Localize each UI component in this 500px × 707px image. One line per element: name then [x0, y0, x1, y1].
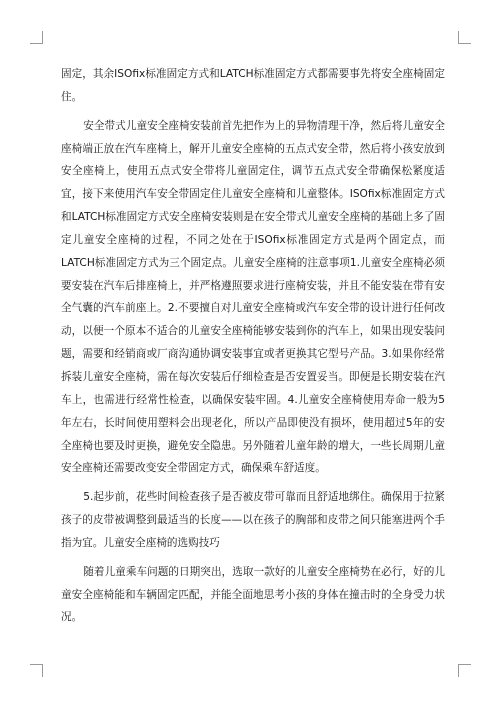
- crop-mark-bottom-right: [458, 664, 471, 677]
- crop-mark-top-left: [30, 31, 43, 44]
- crop-mark-bottom-left: [30, 664, 43, 677]
- crop-mark-top-right: [458, 31, 471, 44]
- body-text: [61, 63, 445, 629]
- paragraph-buying-tips: 随着儿童乘车问题的日期突出，选取一款好的儿童安全座椅势在必行，好的儿童安全座椅能和车辆固定匹配，并能全面地思考小孩的身体在撞击时的全身受力状况。: [61, 565, 445, 624]
- paragraph-continuation: 固定，其余ISOfix标准固定方式和LATCH标准固定方式都需要事先将安全座椅固定住。: [61, 68, 445, 103]
- paragraph-pre-drive-check: 5.起步前，花些时间检查孩子是否被皮带可靠而且舒适地绑住。确保用于拉紧孩子的皮带被调整到最适当的长度——以在孩子的胸部和皮带之间只能塞进两个手指为宜。儿童安全座椅的选购技巧: [61, 491, 445, 549]
- paragraph-installation-and-notes: 安全带式儿童安全座椅安装前首先把作为上的异物清理干净，然后将儿童安全座椅端正放在汽车座椅上，解开儿童安全座椅的五点式安全带，然后将小孩安放到安全座椅上，使用五点式安全带将儿童固定住，调节五点式安全带确保松紧度适宜，接下来使用汽车安全带固定住儿童安全座椅和儿童整体。ISOfix标准固定方式和LATCH标准固定方式安全座椅安装则是在安全带式儿童安全座椅的基础上多了固定儿童安全座椅的过程，不同之处在于ISOfix标准固定方式是两个固定点，而LATCH标准固定方式为三个固定点。儿童安全座椅的注意事项1.儿童安全座椅必须要安装在汽车后排座椅上，并严格遵照要求进行座椅安装，并且不能安装在带有安全气囊的汽车前座上。2.不要擅自对儿童安全座椅或汽车安全带的设计进行任何改动，以便一个原本不适合的儿童安全座椅能够安装到你的汽车上，如果出现安装问题，需要和经销商或厂商沟通协调安装事宜或者更换其它型号产品。3.如果你经常拆装儿童安全座椅，需在每次安装后仔细检查是否安置妥当。即便是长期安装在汽车上，也需进行经常性检查，以确保安装牢固。4.儿童安全座椅使用寿命一般为5年左右，长时间使用塑料会出现老化，所以产品即使没有损坏，使用超过5年的安全座椅也要及时更换，避免安全隐患。另外随着儿童年龄的增大，一些长周期儿童安全座椅还需要改变安全带固定方式，确保乘车舒适度。: [61, 119, 445, 475]
